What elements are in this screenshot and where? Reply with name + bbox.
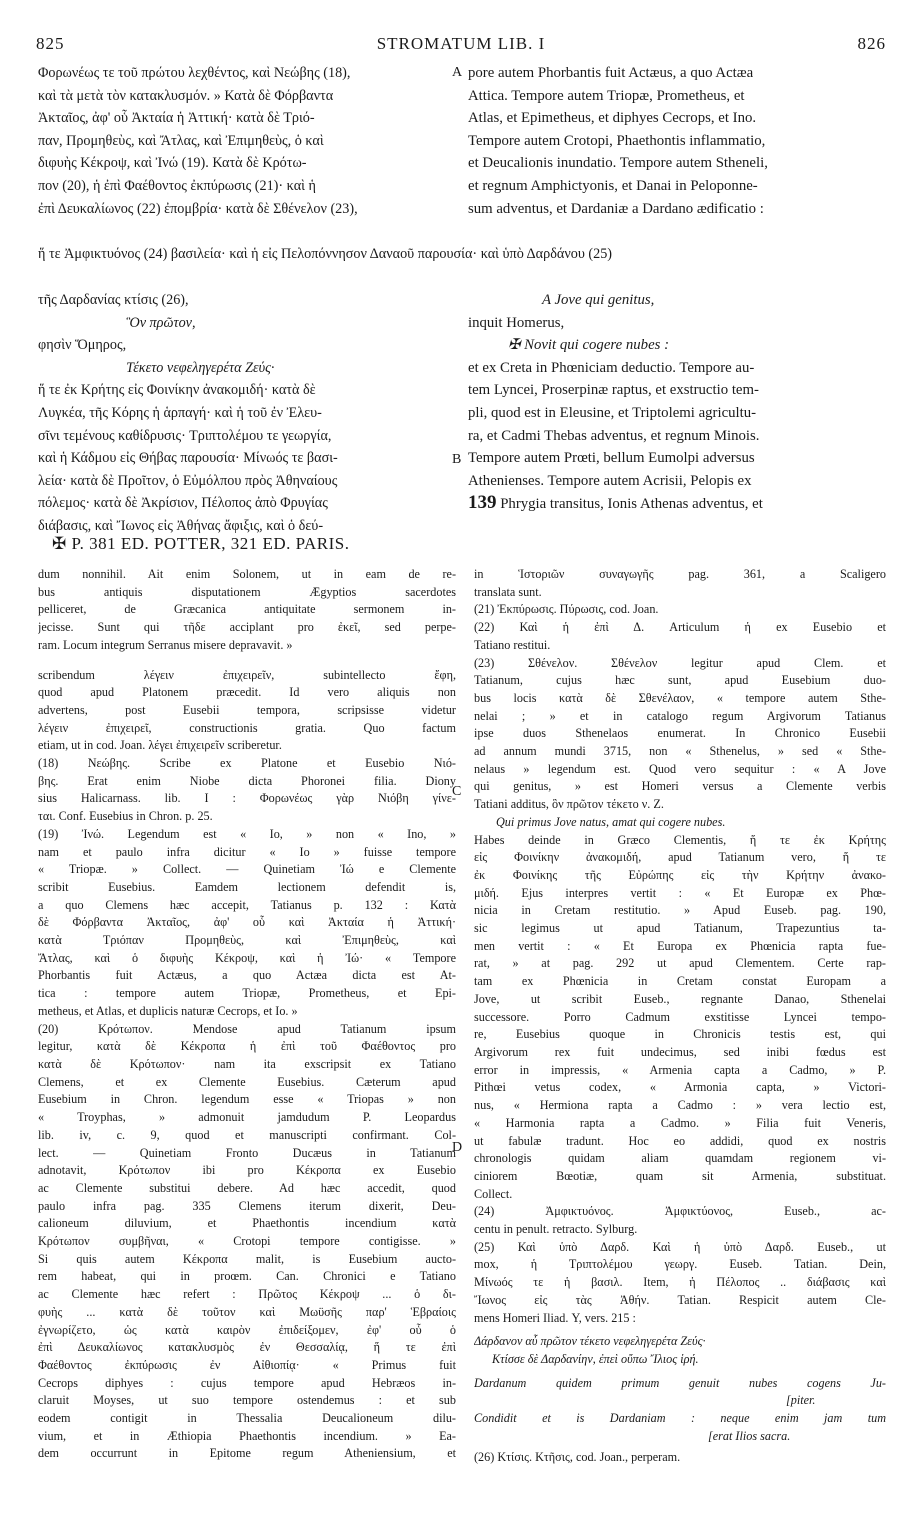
note-line: successore. Porro Cadmum exstitisse Lyncei tempo- xyxy=(474,1009,886,1024)
note-line: vium, et in Æthiopia Phaethontis incendium. » Ea- xyxy=(38,1428,456,1443)
text-line: inquit Homerus, xyxy=(468,314,565,331)
text-line: καὶ ἡ Κάδμου εἰς Θήβας παρουσία· Μίνωός τε βασι- xyxy=(38,450,338,467)
note-verse-line: Condidit et is Dardaniam : neque enim jam tum xyxy=(474,1411,886,1426)
text-line: et ex Creta in Phœniciam deductio. Tempore au- xyxy=(468,359,755,376)
note-line: (25) Καὶ ὑπὸ Δαρδ. Καὶ ἡ ὑπὸ Δαρδ. Euseb., ut xyxy=(474,1239,886,1254)
text-line: τῆς Δαρδανίας κτίσις (26), xyxy=(38,292,189,308)
note-line: claruit Moyses, ut suo tempore ostendemus : et sub xyxy=(38,1393,456,1408)
note-line: ram. Locum integrum Serranus misere depravavit. » xyxy=(38,637,293,652)
text-line: φησὶν Ὅμηρος, xyxy=(38,337,127,354)
note-line: calioneum diluvium, et Phaethontis incendium κατὰ xyxy=(38,1216,456,1231)
note-line: Φαέθοντος ἐκπύρωσις ἐν Αἰθιοπίᾳ· « Primus fuit xyxy=(38,1357,456,1372)
verse-line: ✠ Novit qui cogere nubes : xyxy=(508,337,670,354)
note-line: re, Eusebius quoque in Chronicis testis est, qui xyxy=(474,1027,886,1042)
note-line: Μίνωός τε ἡ βασιλ. Item, ἡ Πέλοπος .. διάβασις καὶ xyxy=(474,1275,886,1290)
note-line: dum nonnihil. Ait enim Solonem, ut in eam de re- xyxy=(38,567,456,581)
note-line: Ἴωνος εἰς τὰς Ἀθήν. Tatian. Respicit autem Cle- xyxy=(474,1292,886,1307)
margin-mark-d: D xyxy=(452,1140,463,1155)
note-line: mox, ἡ Τριπτολέμου γεωργ. Euseb. Tatian. Dein, xyxy=(474,1257,886,1272)
note-line: dem occurrunt in Epitome regum Atheniensium, et xyxy=(38,1446,456,1461)
note-verse-line: Δάρδανον αὖ πρῶτον τέκετο νεφεληγερέτα Ζεύς· xyxy=(474,1334,706,1349)
note-verse-line: Qui primus Jove natus, amat qui cogere nubes. xyxy=(496,814,726,829)
note-line: tica : tempore autem Triopæ, Prometheus, et Epi- xyxy=(38,986,456,1001)
text-line: πόλεμος· κατὰ δὲ Ἀκρίσιον, Πέλοπος ἀπὸ Φρυγίας xyxy=(38,495,328,512)
note-line: in Ἱστοριῶν συναγωγῆς pag. 361, a Scaligero xyxy=(474,567,886,581)
note-line: ἐγνωρίζετο, ὡς κατὰ καιρὸν ἐπιδείξομεν, ἐφ' οὗ ὁ xyxy=(38,1322,456,1337)
text-line: πον (20), ἡ ἐπὶ Φαέθοντος ἐκπύρωσις (21)· καὶ ἡ xyxy=(38,177,316,194)
edition-heading: ✠ P. 381 ED. POTTER, 321 ED. PARIS. xyxy=(52,534,350,553)
note-line: ciniorem Bœotiæ, quam sit Armenia, substituat. xyxy=(474,1168,886,1183)
column-number: 139 xyxy=(468,492,497,514)
note-line: bus locis κατὰ δὲ Σθενέλαον, « tempore autem Sthe- xyxy=(474,690,886,705)
note-line: ται. Conf. Eusebius in Chron. p. 25. xyxy=(38,809,213,824)
text-line: σῖνι τεμένους καθίδρυσις· Τριπτολέμου τε γεωργία, xyxy=(38,427,332,444)
note-line: etiam, ut in cod. Joan. λέγει ἐπιχειρεῖν scriberetur. xyxy=(38,738,282,753)
note-line: nus, « Hermiona rapta a Cadmo : » vera lectio est, xyxy=(474,1098,886,1113)
note-line: δὲ Φόρβαντα Ἀκταῖος, ἀφ' οὗ καὶ Ἀκταία ἡ Ἀττική· xyxy=(38,915,456,930)
note-line: men vertit : « Et Europa ex Phœnicia rapta fue- xyxy=(474,938,886,953)
note-line: eodem contigit in Thessalia Deucalioneum dilu- xyxy=(38,1411,456,1426)
note-line: metheus, et Atlas, et duplicis naturæ Cecrops, et Io. » xyxy=(38,1003,298,1018)
note-line: Clemens, et ex Clemente Eusebius. Cæterum apud xyxy=(38,1074,456,1089)
text-line: tem Lyncei, Proserpinæ raptus, et exstructio tem- xyxy=(468,382,759,399)
text-line: pore autem Phorbantis fuit Actæus, a quo Actæa xyxy=(468,65,754,81)
page-number-left: 825 xyxy=(36,34,65,53)
note-line: rat, » at pag. 292 ut apud Clementem. Certe rap- xyxy=(474,956,886,971)
note-line: rem habeat, qui in proœm. Can. Chronici e Tatiano xyxy=(38,1269,456,1284)
page-number-right: 826 xyxy=(857,34,886,53)
note-line: (18) Νεώβης. Scribe ex Platone et Eusebio Νιό- xyxy=(38,756,456,771)
text-line-tail: Phrygia transitus, Ionis Athenas adventus, et xyxy=(500,496,763,513)
note-line: Eusebium in Chron. legendum esse « Triopas » non xyxy=(38,1092,456,1107)
note-line: ἐκ Φοινίκης τῆς Εὐρώπης εἰς τὴν Κρήτην ἀνακο- xyxy=(474,867,886,882)
note-line: nelaus » legendum est. Quod vero sequitur : « A Jove xyxy=(474,761,886,776)
notes-left-column xyxy=(38,566,456,1463)
text-line: et regnum Amphictyonis, et Danai in Peloponne- xyxy=(468,177,758,194)
text-line: Atlas, et Epimetheus, et diphyes Cecrops, et Ino. xyxy=(468,110,757,127)
margin-mark-c: C xyxy=(452,784,462,799)
text-line: Athenienses. Tempore autem Acrisii, Pelopis ex xyxy=(468,472,752,489)
note-line: Collect. xyxy=(474,1186,513,1201)
note-line: Cecrops diphyes : cujus tempore apud Hebræos in- xyxy=(38,1375,456,1390)
note-verse-line: Κτίσσε δὲ Δαρδανίην, ἐπεὶ οὔπω Ἴλιος ἱρή. xyxy=(492,1351,699,1366)
note-line: (20) Κρότωπον. Mendose apud Tatianum ipsum xyxy=(38,1021,456,1036)
note-line: tam ex Phœnicia in Cretam constat Europam a xyxy=(474,974,886,989)
greek-full-width-line: ἥ τε Ἀμφικτυόνος (24) βασιλεία· καὶ ἡ εἰς Πελοπόννησον Δαναοῦ παρουσία· καὶ ὑπὸ Δαρδάνου (25) xyxy=(38,246,613,262)
text-line: Λυγκέα, τῆς Κόρης ἡ ἁρπαγή· καὶ ἡ τοῦ ἐν Ἐλευ- xyxy=(38,404,322,421)
verse-line: Τέκετο νεφεληγερέτα Ζεύς· xyxy=(126,359,275,376)
note-line: translata sunt. xyxy=(474,584,542,599)
note-line: scribendum λέγειν ἐπιχειρεῖν, subintellecto ἔφη, xyxy=(38,667,456,682)
text-line: et Deucalionis inundatio. Tempore autem Stheneli, xyxy=(468,155,768,172)
note-line: (23) Σθένελον. Σθένελον legitur apud Clem. et xyxy=(474,655,886,670)
text-line: ἥ τε ἐκ Κρήτης εἰς Φοινίκην ἀνακομιδή· κατὰ δὲ xyxy=(38,382,316,399)
note-line: quod apud Platonem præcedit. Id vero aliquis non xyxy=(38,685,456,700)
note-line: κατὰ δὲ Κρότωπον· nam ita exscripsit ex Tatiano xyxy=(38,1056,456,1071)
note-line: Ἄτλας, καὶ ὁ διφυὴς Κέκροψ, καὶ ἡ Ἰώ· « Tempore xyxy=(38,950,456,965)
note-line: adnotavit, Κρότωπον ibi pro Κέκροπα ex Eusebio xyxy=(38,1163,456,1178)
note-line: lect. — Quinetiam Fronto Ducæus in Tatianum xyxy=(38,1145,456,1160)
text-line: Tempore autem Crotopi, Phaethontis inflammatio, xyxy=(468,132,766,149)
text-line: διφυὴς Κέκροψ, καὶ Ἰνώ (19). Κατὰ δὲ Κρότω- xyxy=(38,155,307,172)
note-line: « Harmonia rapta a Cadmo. » Filia fuit Veneris, xyxy=(474,1115,886,1130)
note-line: εἰς Φοινίκην ἀνακομιδή, apud Tatianum vero, ἥ τε xyxy=(474,850,886,865)
note-verse-line: [erat Ilios sacra. xyxy=(708,1428,791,1443)
text-line: διάβασις, καὶ Ἴωνος εἰς Ἀθήνας ἄφιξις, καὶ ὁ δεύ- xyxy=(38,517,324,534)
note-line: pelliceret, de Græcanica antiquitate sermonem in- xyxy=(38,602,456,617)
note-line: ut fabulæ tradunt. Hoc eo addidi, quod ex nostris xyxy=(474,1133,886,1148)
greek-text-top xyxy=(38,62,458,220)
note-verse-line: [piter. xyxy=(786,1393,816,1408)
verse-line: Ὃν πρῶτον, xyxy=(126,314,196,331)
note-line: sius Halicarnass. lib. I : Φορωνέως γὰρ Νιόβη γίνε- xyxy=(38,791,456,806)
note-line: nelai ; » et in catalogo regum Argivorum Tatianus xyxy=(474,708,886,723)
note-line: ipse duos Sthenelaos enumerat. In Chronico Eusebii xyxy=(474,726,886,741)
note-line: legitur, κατὰ δὲ Κέκροπα ἡ ἐπὶ τοῦ Φαέθοντος pro xyxy=(38,1039,456,1054)
note-line: ac Clemente hæc refert : Πρῶτος Κέκροψ ... ὁ δι- xyxy=(38,1287,456,1302)
note-line: lib. iv, c. 9, quod et manuscripti confirmant. Col- xyxy=(38,1127,456,1142)
note-line: Jove, ut scribit Euseb., regnante Danao, Sthenelai xyxy=(474,991,886,1006)
note-line: chronologis quidam aliam quamdam regionem vi- xyxy=(474,1151,886,1166)
note-line: μιδή. Ejus interpres vertit : « Et Europæ ex Phœ- xyxy=(474,885,886,900)
note-line: scribit Eusebius. Eamdem lectionem defendit is, xyxy=(38,879,456,894)
note-line: advertens, post Eusebii tempora, scripsisse videtur xyxy=(38,702,456,717)
note-spacer xyxy=(38,655,456,667)
note-line: « Troyphas, » admonuit jamdudum P. Leopardus xyxy=(38,1110,456,1125)
note-line: Phorbantis fuit Actæus, a quo Actæa dicta est At- xyxy=(38,968,456,983)
text-line: Ἀκταῖος, ἀφ' οὗ Ἀκταία ἡ Ἀττική· κατὰ δὲ Τριό- xyxy=(38,110,315,127)
note-line: « Triopæ. » Collect. — Quinetiam Ἰώ e Clemente xyxy=(38,862,456,877)
margin-mark-a: A xyxy=(452,65,463,80)
note-line: (26) Κτίσις. Κτῆσις, cod. Joan., perperam. xyxy=(474,1450,681,1465)
note-line: nicia in Cretam restitutio. » Apud Euseb. pag. 190, xyxy=(474,903,886,918)
note-line: Tatiano restitui. xyxy=(474,637,551,652)
note-line: nam et paulo infra dicitur « Io » fuisse tempore xyxy=(38,844,456,859)
note-line: φυὴς ... κατὰ δὲ τοῦτον καὶ Μωϋσῆς παρ' Ἑβραίοις xyxy=(38,1304,456,1319)
note-line: (21) Ἐκπύρωσις. Πύρωσις, cod. Joan. xyxy=(474,602,659,617)
text-line: Φορωνέως τε τοῦ πρώτου λεχθέντος, καὶ Νεώβης (18), xyxy=(38,65,351,81)
note-line: Tatiani additus, ὃν πρῶτον τέκετο ν. Ζ. xyxy=(474,797,664,812)
note-line: paulo infra pag. 335 Clemens iterum dixerit, Deu- xyxy=(38,1198,456,1213)
note-line: Si quis autem Κέκροπα malit, is Eusebium aucto- xyxy=(38,1251,456,1266)
latin-text-middle xyxy=(468,289,886,516)
text-line: Attica. Tempore autem Triopæ, Prometheus, et xyxy=(468,87,745,104)
text-line: pli, quod est in Eleusine, et Triptolemi agricultu- xyxy=(468,404,757,421)
note-line: ἐπὶ Δευκαλίωνος κατακλυσμὸς ἐν Θεσσαλίᾳ, ἥ τε ἐπὶ xyxy=(38,1340,456,1355)
text-line: Tempore autem Prœti, bellum Eumolpi adversus xyxy=(468,450,755,467)
text-line: ra, et Cadmi Thebas adventus, et regnum Minois. xyxy=(468,427,760,444)
note-line: Habes deinde in Græco Clementis, ἥ τε ἐκ Κρήτης xyxy=(474,832,886,847)
note-line: ac Clemente substitui debere. Ad hæc accedit, quod xyxy=(38,1180,456,1195)
note-line: (24) Ἀμφικτυόνος. Ἀμφικτύονος, Euseb., ac- xyxy=(474,1204,886,1219)
note-line: κατὰ Τριόπαν Προμηθεὺς, καὶ Ἐπιμηθεὺς, καὶ xyxy=(38,933,456,948)
note-line: error in impressis, « Armenia capta a Cadmo, » P. xyxy=(474,1062,886,1077)
note-line: bus antiquis disputationem Ægyptios sacerdotes xyxy=(38,584,456,599)
note-line: sic legimus ut apud Tatianum, Trapezuntius ta- xyxy=(474,921,886,936)
text-line: ἐπὶ Δευκαλίωνος (22) ἐπομβρία· κατὰ δὲ Σθένελον (23), xyxy=(38,200,358,217)
note-line: mens Homeri Iliad. Υ, vers. 215 : xyxy=(474,1310,636,1325)
note-line: a quo Clemens hæc accepit, Tatianus p. 132 : Κατὰ xyxy=(38,897,456,912)
margin-mark-b: B xyxy=(452,452,462,467)
note-line: (19) Ἰνώ. Legendum est « Io, » non « Ino, » xyxy=(38,826,456,841)
note-line: jecisse. Sunt qui τῆδε acciplant pro ἐκεῖ, sed perpe- xyxy=(38,620,456,635)
note-line: Tatianum, cujus hæc sunt, apud Eusebium duo- xyxy=(474,673,886,688)
text-line: sum adventus, et Dardaniæ a Dardano ædificatio : xyxy=(468,200,764,217)
note-line: λέγειν ἐπιχειρεῖ, constructionis gratia. Quo factum xyxy=(38,720,456,735)
note-line: Κρότωπον συμβῆναι, « Crotopi tempore contigisse. » xyxy=(38,1234,456,1249)
note-line: qui genitus, » est Homeri versus a Clemente verbis xyxy=(474,779,886,794)
note-verse-line: Dardanum quidem primum genuit nubes cogens Ju- xyxy=(474,1375,886,1390)
note-line: Argivorum rex fuit undecimus, sed inibi fœdus est xyxy=(474,1044,886,1059)
greek-text-middle xyxy=(38,289,458,538)
note-line: βης. Erat enim Niobe dicta Phoronei filia. Diony xyxy=(38,773,456,788)
text-line: λεία· κατὰ δὲ Προῖτον, ὁ Εὐμόλπου πρὸς Ἀθηναίους xyxy=(38,472,338,489)
verse-line: A Jove qui genitus, xyxy=(542,292,655,308)
running-header xyxy=(36,34,886,56)
note-line: Pithœi vetus codex, « Armonia capta, » Victori- xyxy=(474,1080,886,1095)
text-line: καὶ τὰ μετὰ τὸν κατακλυσμόν. » Κατὰ δὲ Φόρβαντα xyxy=(38,87,334,104)
running-title: STROMATUM LIB. I xyxy=(376,34,546,53)
notes-right-column xyxy=(474,566,886,1467)
note-line: centu in penult. retracto. Sylburg. xyxy=(474,1222,638,1237)
note-line: (22) Καὶ ἡ ἐπὶ Δ. Articulum ἡ ex Eusebio et xyxy=(474,620,886,635)
text-line: παν, Προμηθεὺς, καὶ Ἄτλας, καὶ Ἐπιμηθεὺς, ὁ καὶ xyxy=(38,132,324,149)
note-line: ad annum mundi 3715, non « Sthenelus, » sed « Sthe- xyxy=(474,744,886,759)
latin-text-top xyxy=(468,62,886,220)
text-line xyxy=(468,492,886,516)
